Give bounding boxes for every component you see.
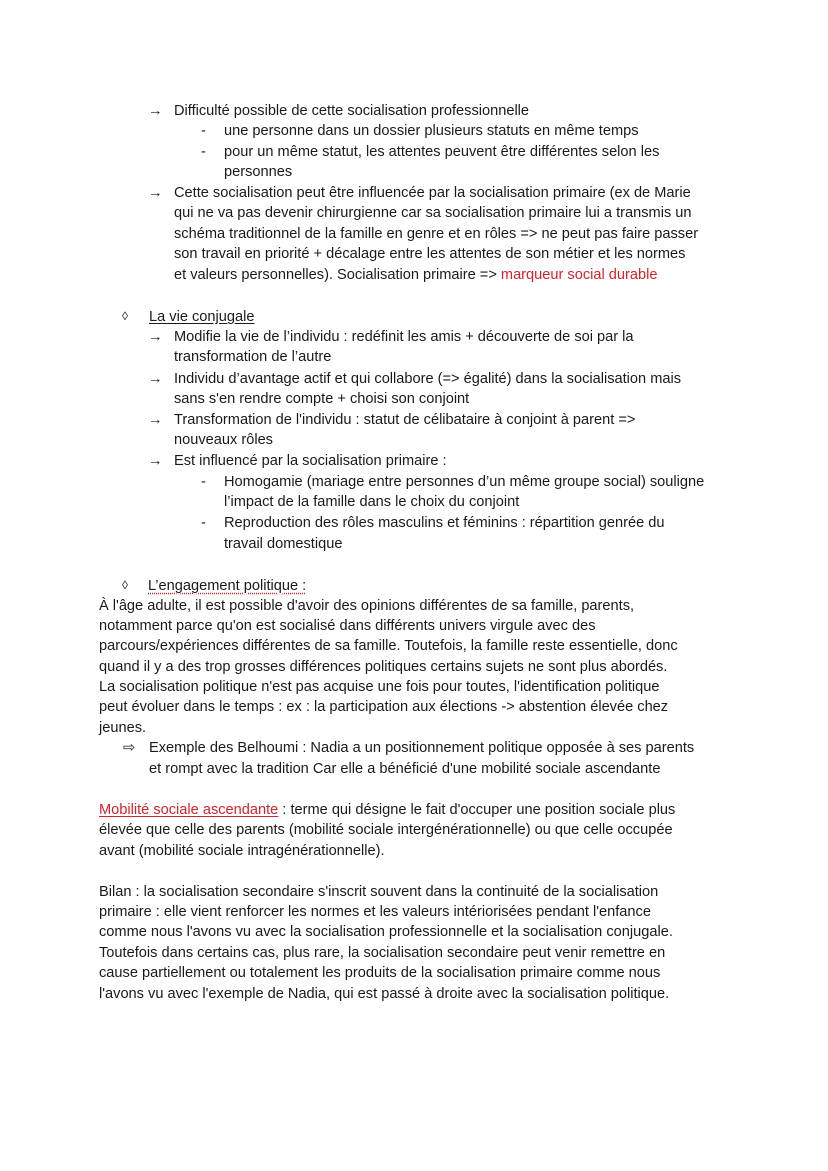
text-line: comme nous l'avons vu avec la socialisation professionnelle et la socialisation conjugale. — [99, 924, 673, 940]
text-line: transformation de l’autre — [174, 349, 332, 365]
text-line: peut évoluer dans le temps : ex : la participation aux élections -> abstention élevée chez — [99, 699, 669, 715]
text-line: travail domestique — [224, 536, 343, 552]
text-line: À l'âge adulte, il est possible d'avoir des opinions différentes de sa famille, parents, — [99, 598, 635, 614]
text-fragment: : terme qui désigne le fait d'occuper une position sociale plus — [278, 802, 676, 818]
text-line: Exemple des Belhoumi : Nadia a un positionnement politique opposée à ses parents — [149, 740, 695, 756]
text-line — [174, 265, 657, 285]
text-line: Cette socialisation peut être influencée par la socialisation primaire (ex de Marie — [174, 185, 691, 201]
text-line: Transformation de l'individu : statut de célibataire à conjoint à parent => — [174, 412, 636, 428]
text-line: pour un même statut, les attentes peuvent être différentes selon les — [224, 144, 660, 160]
arrow-marker: → — [148, 185, 163, 201]
text-line: Reproduction des rôles masculins et féminins : répartition genrée du — [224, 515, 665, 531]
arrow-marker: → — [148, 412, 163, 428]
arrow-marker: → — [148, 371, 163, 387]
text-line: Modifie la vie de l’individu : redéfinit les amis + découverte de soi par la — [174, 329, 634, 345]
text-line: Toutefois dans certains cas, plus rare, la socialisation secondaire peut venir remettre en — [99, 945, 666, 961]
hollow-arrow-marker: ⇨ — [123, 740, 136, 756]
text-line: nouveaux rôles — [174, 432, 273, 448]
definition-term: Mobilité sociale ascendante — [99, 802, 279, 818]
text-line: parcours/expériences différentes de sa famille. Toutefois, la famille reste essentielle, donc — [99, 638, 678, 654]
dash-marker: - — [201, 144, 206, 160]
text-line: élevée que celle des parents (mobilité sociale intergénérationnelle) ou que celle occupée — [99, 822, 673, 838]
diamond-marker: ◊ — [122, 309, 128, 323]
definition-line — [99, 800, 675, 820]
text-line: Difficulté possible de cette socialisation professionnelle — [174, 103, 530, 119]
text-fragment: et valeurs personnelles). Socialisation primaire => — [174, 267, 501, 283]
text-line: quand il y a des trop grosses différences politiques certains sujets ne sont plus abordés. — [99, 659, 668, 675]
text-line: jeunes. — [99, 720, 147, 736]
text-line: une personne dans un dossier plusieurs statuts en même temps — [224, 123, 639, 139]
text-line: Est influencé par la socialisation primaire : — [174, 453, 447, 469]
section-title — [148, 576, 306, 596]
arrow-marker: → — [148, 103, 163, 119]
text-line: cause partiellement ou totalement les produits de la socialisation primaire comme nous — [99, 965, 661, 981]
text-line: Homogamie (mariage entre personnes d’un même groupe social) souligne — [224, 474, 705, 490]
text-line: son travail en priorité + décalage entre les attentes de son métier et les normes — [174, 246, 686, 262]
arrow-marker: → — [148, 329, 163, 345]
arrow-marker: → — [148, 453, 163, 469]
section-title — [149, 307, 254, 327]
text-line: l’impact de la famille dans le choix du conjoint — [224, 494, 520, 510]
dash-marker: - — [201, 123, 206, 139]
text-line: La socialisation politique n'est pas acquise une fois pour toutes, l'identification politique — [99, 679, 660, 695]
highlight-red: marqueur social durable — [500, 267, 658, 283]
section-title-text: La vie conjugale — [149, 309, 255, 325]
text-line: Individu d’avantage actif et qui collabore (=> égalité) dans la socialisation mais — [174, 371, 682, 387]
text-line: sans s'en rendre compte + choisi son conjoint — [174, 391, 470, 407]
text-line: et rompt avec la tradition Car elle a bénéficié d'une mobilité sociale ascendante — [149, 761, 661, 777]
text-line: Bilan : la socialisation secondaire s'inscrit souvent dans la continuité de la socialisation — [99, 884, 659, 900]
dash-marker: - — [201, 474, 206, 490]
text-line: qui ne va pas devenir chirurgienne car sa socialisation primaire lui a transmis un — [174, 205, 692, 221]
diamond-marker: ◊ — [122, 578, 128, 592]
text-line: notamment parce qu'on est socialisé dans différents univers virgule avec des — [99, 618, 596, 634]
text-line: primaire : elle vient renforcer les normes et les valeurs intériorisées pendant l'enfance — [99, 904, 651, 920]
dash-marker: - — [201, 515, 206, 531]
text-line: avant (mobilité sociale intragénérationnelle). — [99, 843, 385, 859]
section-title-text: L’engagement politique : — [148, 578, 307, 594]
text-line: schéma traditionnel de la famille en genre et en rôles => ne peut pas faire passer — [174, 226, 699, 242]
text-line: personnes — [224, 164, 293, 180]
text-line: l'avons vu avec l'exemple de Nadia, qui est passé à droite avec la socialisation politique. — [99, 986, 670, 1002]
